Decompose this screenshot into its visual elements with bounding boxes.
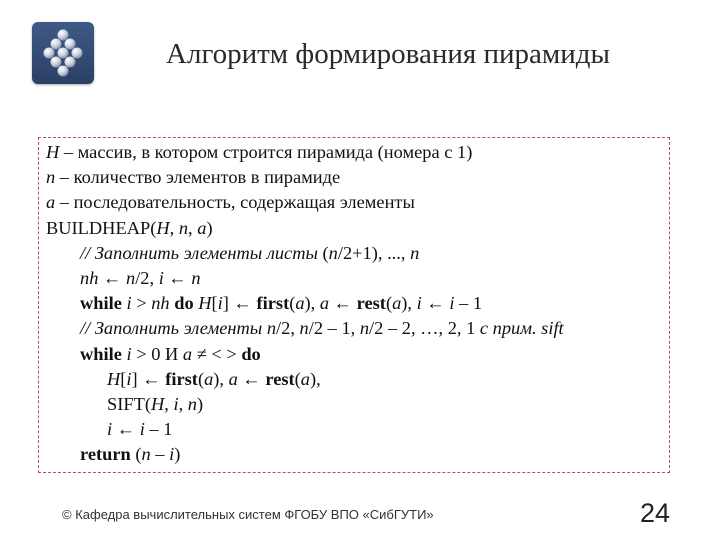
line-while-nh: [46, 291, 670, 316]
text: [: [211, 293, 218, 314]
line-nh-assign: [46, 266, 670, 291]
line-comment-sift: [46, 316, 670, 341]
var: H: [198, 293, 212, 314]
var: n: [359, 318, 370, 339]
text: (: [294, 368, 301, 389]
text: SIFT(: [107, 393, 151, 414]
text: – 1: [454, 293, 483, 314]
keyword: first: [256, 293, 290, 314]
text: (: [289, 293, 296, 314]
var: a: [182, 343, 193, 364]
var: H: [150, 393, 165, 414]
text: –: [150, 444, 170, 465]
keyword: while: [80, 293, 122, 314]
line-h-definition: [46, 140, 670, 165]
var: n: [410, 242, 420, 263]
line-while-i: [46, 342, 670, 367]
line-comment-leaves: [46, 241, 670, 266]
text: ,: [178, 393, 188, 414]
var-h: H: [46, 142, 60, 162]
text: ] ←: [222, 293, 257, 314]
var: i: [449, 293, 455, 314]
text: ←: [98, 267, 126, 288]
var: n: [266, 318, 277, 339]
text: – количество элементов в пирамиде: [55, 167, 341, 188]
var: a: [300, 368, 310, 389]
text: – массив, в котором строится пирамида (номера с 1): [59, 142, 473, 162]
text: ] ←: [131, 368, 166, 389]
var: i: [107, 419, 113, 440]
var: i: [126, 293, 132, 314]
text: /2,: [135, 267, 159, 288]
text: ,: [188, 217, 198, 238]
text: /2 – 1,: [308, 318, 360, 339]
var: i: [169, 444, 175, 465]
text: ←: [163, 267, 192, 288]
var: i: [217, 293, 223, 314]
line-return: [46, 442, 670, 467]
algorithm-text: [46, 140, 670, 467]
text: /2 – 2, …, 2, 1: [369, 318, 480, 339]
var: n: [178, 217, 189, 238]
var: H: [107, 368, 121, 389]
text: ): [206, 217, 213, 238]
var-a: a: [46, 192, 56, 213]
var: nh: [80, 267, 99, 288]
var: nh: [151, 293, 170, 314]
var: i: [173, 393, 179, 414]
keyword: return: [80, 444, 131, 465]
comment: // Заполнить элементы листы: [80, 242, 323, 263]
var: n: [187, 393, 197, 414]
var: i: [126, 343, 132, 364]
text: > 0 И: [131, 343, 183, 364]
text: ),: [310, 368, 321, 389]
var: a: [319, 293, 330, 314]
slide-title: Алгоритм формирования пирамиды: [166, 38, 610, 70]
var: H: [156, 217, 170, 238]
text: ←: [112, 419, 140, 440]
var: a: [204, 368, 214, 389]
keyword: rest: [356, 293, 386, 314]
var: i: [158, 267, 164, 288]
text: ),: [401, 293, 417, 314]
var: n: [141, 444, 151, 465]
text: (: [385, 293, 393, 314]
text: ,: [169, 217, 179, 238]
page-number: 24: [640, 498, 671, 528]
line-a-definition: [46, 190, 670, 215]
var-n: n: [46, 167, 56, 188]
keyword: first: [165, 368, 198, 389]
line-sift-call: [46, 392, 670, 417]
var: a: [228, 368, 238, 389]
var: a: [392, 293, 402, 314]
var: a: [295, 293, 305, 314]
text: (: [197, 368, 205, 389]
text: – последовательность, содержащая элементы: [55, 192, 415, 213]
text: ): [174, 444, 181, 465]
text: /2,: [276, 318, 300, 339]
text: (: [130, 444, 142, 465]
comment: с прим. sift: [479, 318, 564, 339]
line-decrement: [46, 417, 670, 442]
text: ←: [421, 293, 450, 314]
line-h-first: [46, 367, 670, 392]
text: [: [120, 368, 127, 389]
comment: // Заполнить элементы: [80, 318, 267, 339]
line-buildheap: [46, 216, 670, 241]
var: n: [328, 242, 338, 263]
pyramid-spheres-logo-icon: [32, 22, 94, 84]
var: n: [125, 267, 136, 288]
var: a: [197, 217, 207, 238]
text: BUILDHEAP(: [46, 217, 157, 238]
var: i: [416, 293, 422, 314]
text: – 1: [144, 419, 173, 440]
keyword: do: [241, 343, 261, 364]
text: /2+1), ...,: [337, 242, 411, 263]
text: ,: [164, 393, 174, 414]
var: n: [299, 318, 309, 339]
text: ),: [304, 293, 320, 314]
text: ≠ < >: [192, 343, 242, 364]
var: i: [126, 368, 132, 389]
text: ),: [213, 368, 229, 389]
text: >: [131, 293, 152, 314]
text: ): [196, 393, 204, 414]
keyword: while: [80, 343, 122, 364]
text: ←: [237, 368, 266, 389]
var: n: [191, 267, 201, 288]
text: ←: [329, 293, 357, 314]
footer-copyright: © Кафедра вычислительных систем ФГОБУ ВПО «СибГУТИ»: [62, 507, 434, 522]
line-n-definition: [46, 165, 670, 190]
keyword: do: [174, 293, 194, 314]
logo-spheres: [32, 22, 94, 84]
var: i: [139, 419, 145, 440]
keyword: rest: [265, 368, 295, 389]
text: (: [322, 242, 329, 263]
